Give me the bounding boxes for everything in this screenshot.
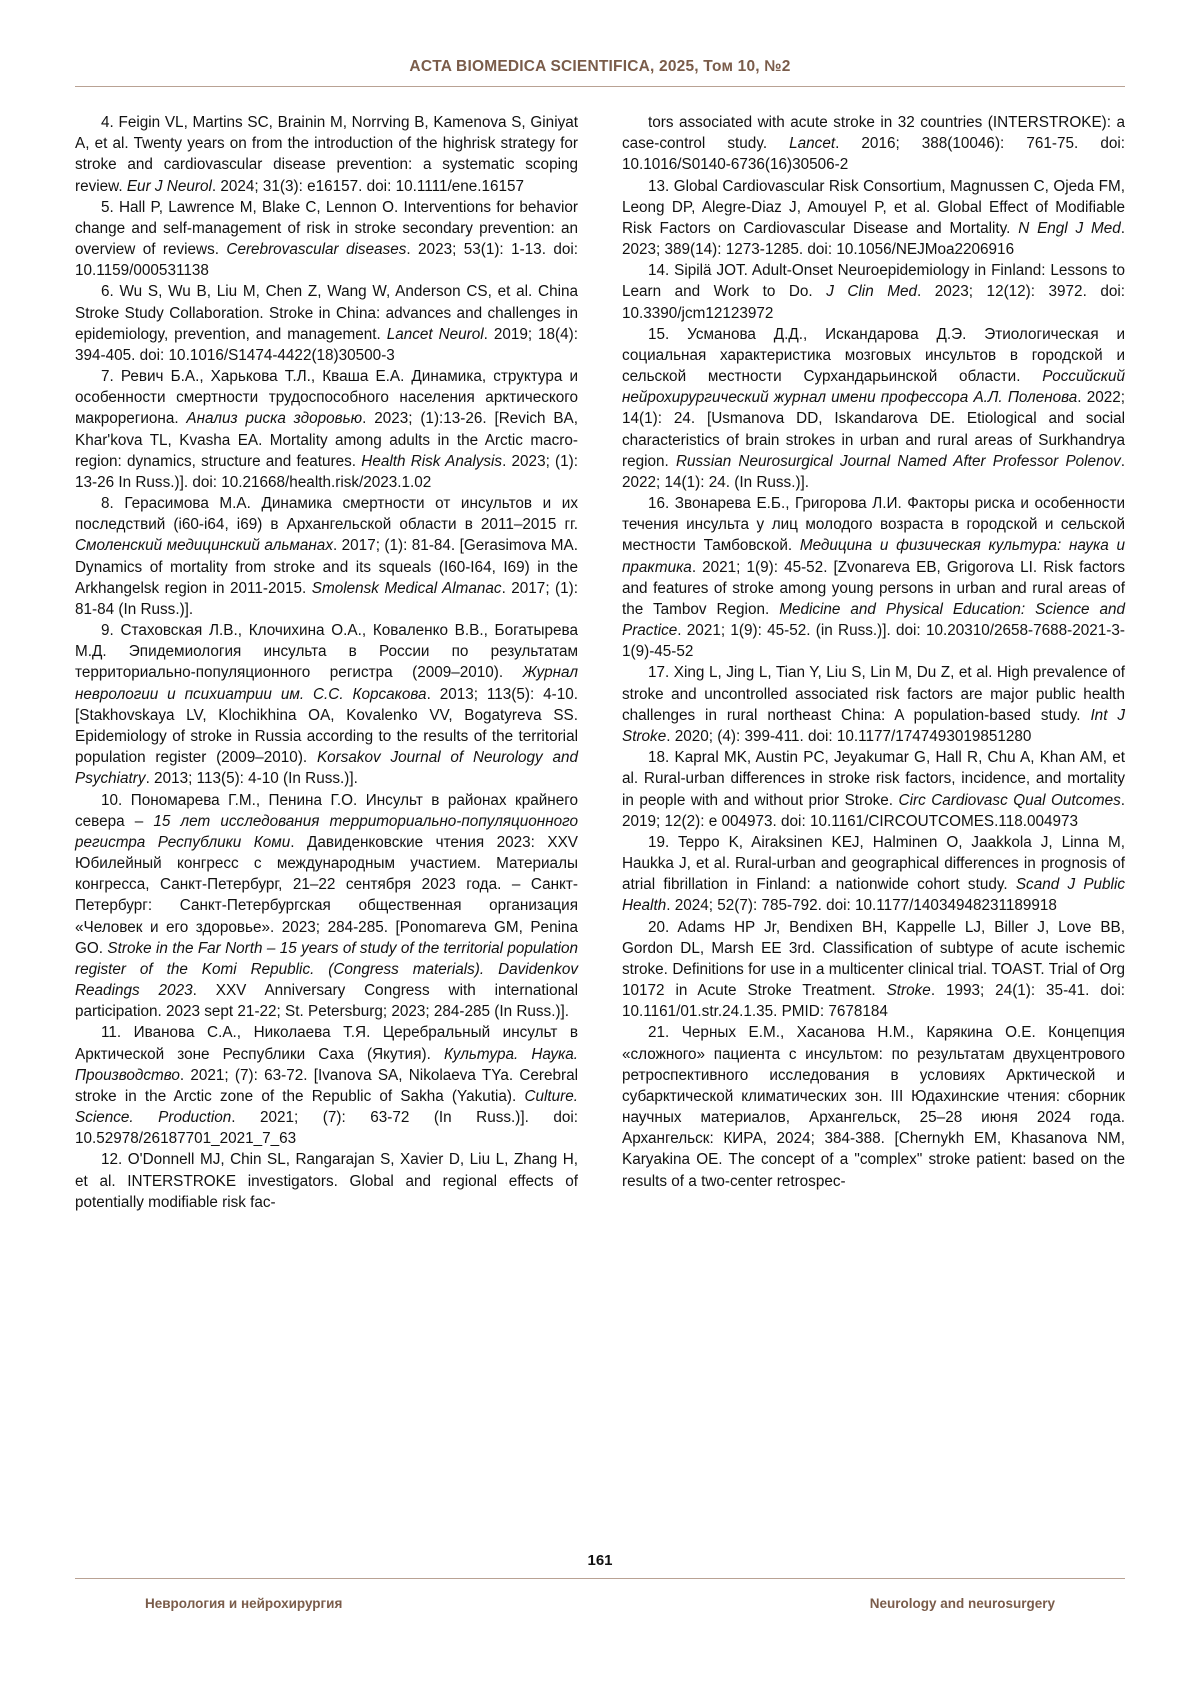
footer-section-en: Neurology and neurosurgery [869,1596,1055,1611]
reference-entry: 16. Звонарева Е.Б., Григорова Л.И. Факторы риска и особенности течения инсульта у лиц молодого возраста в городской и сельской местности Тамбовской. Медицина и физическая культура: наука и практика. 2021; 1(9): 45-52. [Zvonareva EB, Grigorova LI. Risk factors and features of stroke among young persons in urban and rural areas of the Tambov Region. Medicine and Physical Education: Science and Practice. 2021; 1(9): 45-52. (in Russ.)]. doi: 10.20310/2658-7688-2021-3-1(9)-45-52 [622,495,1125,661]
reference-entry: 8. Герасимова М.А. Динамика смертности от инсультов и их последствий (i60-i64, i69) в Архангельской области в 2011–2015 гг. Смоленский медицинский альманах. 2017; (1): 81-84. [Gerasimova MA. Dynamics of mortality from stroke and its squeals (I60-I64, I69) in the Arkhangelsk region in 2011-2015. Smolensk Medical Almanac. 2017; (1): 81-84 (In Russ.)]. [75,495,578,618]
reference-entry: 12. O'Donnell MJ, Chin SL, Rangarajan S, Xavier D, Liu L, Zhang H, et al. INTERSTROKE investigators. Global and regional effects of potentially modifiable risk fac- [75,1151,578,1211]
reference-entry: 18. Kapral MK, Austin PC, Jeyakumar G, Hall R, Chu A, Khan AM, et al. Rural-urban differences in stroke risk factors, incidence, and mortality in people with and without prior Stroke. Circ Cardiovasc Qual Outcomes. 2019; 12(2): e 004973. doi: 10.1161/CIRCOUTCOMES.118.004973 [622,749,1125,830]
reference-entry: 7. Ревич Б.А., Харькова Т.Л., Кваша Е.А. Динамика, структура и особенности смертности трудоспособного населения арктического макрорегиона. Анализ риска здоровью. 2023; (1):13-26. [Revich BA, Khar'kova TL, Kvasha EA. Mortality among adults in the Arctic macro-region: dynamics, structure and features. Health Risk Analysis. 2023; (1): 13-26 In Russ.)]. doi: 10.21668/health.risk/2023.1.02 [75,368,578,491]
reference-entry: 13. Global Cardiovascular Risk Consortium, Magnussen C, Ojeda FM, Leong DP, Alegre-Diaz J, Amouyel P, et al. Global Effect of Modifiable Risk Factors on Cardiovascular Disease and Mortality. N Engl J Med. 2023; 389(14): 1273-1285. doi: 10.1056/NEJMoa2206916 [622,177,1125,259]
reference-entry: tors associated with acute stroke in 32 countries (INTERSTROKE): a case-control study. Lancet. 2016; 388(10046): 761-75. doi: 10.1016/S0140-6736(16)30506-2 [622,114,1125,174]
reference-entry: 11. Иванова С.А., Николаева Т.Я. Церебральный инсульт в Арктической зоне Республики Саха (Якутия). Культура. Наука. Производство. 2021; (7): 63-72. [Ivanova SA, Nikolaeva TYa. Cerebral stroke in the Arctic zone of the Republic of Sakha (Yakutia). Culture. Science. Production. 2021; (7): 63-72 (In Russ.)]. doi: 10.52978/26187701_2021_7_63 [75,1024,578,1148]
header-divider [75,86,1125,87]
left-column [75,112,578,1537]
right-column [622,112,1125,1537]
page-footer [75,1596,1125,1611]
reference-entry: 17. Xing L, Jing L, Tian Y, Liu S, Lin M, Du Z, et al. High prevalence of stroke and uncontrolled associated risk factors are major public health challenges in rural northeast China: A population-based study. Int J Stroke. 2020; (4): 399-411. doi: 10.1177/1747493019851280 [622,664,1125,745]
reference-entry: 21. Черных Е.М., Хасанова Н.М., Карякина О.Е. Концепция «сложного» пациента с инсультом: по результатам двухцентрового ретроспективного исследования в условиях Арктической и субарктической климатических зон. III Юдахинские чтения: сборник научных материалов, Архангельск, 25–28 июня 2024 года. Архангельск: КИРА, 2024; 384-388. [Chernykh EM, Khasanova NM, Karyakina OE. The concept of a "complex" stroke patient: based on the results of a two-center retrospec- [622,1024,1125,1190]
reference-entry: 9. Стаховская Л.В., Клочихина О.А., Коваленко В.В., Богатырева М.Д. Эпидемиология инсульта в России по результатам территориально-популяционного регистра (2009–2010). Журнал неврологии и психиатрии им. С.С. Корсакова. 2013; 113(5): 4-10. [Stakhovskaya LV, Klochikhina OA, Kovalenko VV, Bogatyreva SS. Epidemiology of stroke in Russia according to the results of the territorial population register (2009–2010). Korsakov Journal of Neurology and Psychiatry. 2013; 113(5): 4-10 (In Russ.)]. [75,622,579,788]
page-number: 161 [587,1552,613,1569]
reference-entry: 6. Wu S, Wu B, Liu M, Chen Z, Wang W, Anderson CS, et al. China Stroke Study Collaboration. Stroke in China: advances and challenges in epidemiology, prevention, and management. Lancet Neurol. 2019; 18(4): 394-405. doi: 10.1016/S1474-4422(18)30500-3 [75,283,578,364]
reference-entry: 14. Sipilä JOT. Adult-Onset Neuroepidemiology in Finland: Lessons to Learn and Work to Do. J Clin Med. 2023; 12(12): 3972. doi: 10.3390/jcm12123972 [622,262,1125,322]
footer-section-ru: Неврология и нейрохирургия [145,1596,343,1611]
reference-entry: 20. Adams HP Jr, Bendixen BH, Kappelle LJ, Biller J, Love BB, Gordon DL, Marsh EE 3rd. Classification of subtype of acute ischemic stroke. Definitions for use in a multicenter clinical trial. TOAST. Trial of Org 10172 in Acute Stroke Treatment. Stroke. 1993; 24(1): 35-41. doi: 10.1161/01.str.24.1.35. PMID: 7678184 [622,918,1126,1021]
two-column-body [75,112,1125,1537]
reference-entry: 5. Hall P, Lawrence M, Blake C, Lennon O. Interventions for behavior change and self-management of risk in stroke secondary prevention: an overview of reviews. Cerebrovascular diseases. 2023; 53(1): 1-13. doi: 10.1159/000531138 [75,198,578,280]
reference-entry: 4. Feigin VL, Martins SC, Brainin M, Norrving B, Kamenova S, Giniyat A, et al. Twenty years on from the introduction of the highrisk strategy for stroke and cardiovascular disease prevention: a systematic scoping review. Eur J Neurol. 2024; 31(3): e16157. doi: 10.1111/ene.16157 [75,114,578,195]
reference-entry: 10. Пономарева Г.М., Пенина Г.О. Инсульт в районах крайнего севера – 15 лет исследования территориально-популяционного регистра Республики Коми. Давиденковские чтения 2023: XXV Юбилейный конгресс с международным участием. Материалы конгресса, Санкт-Петербург, 21–22 сентября 2023 года. – Санкт-Петербург: Санкт-Петербургская общественная организация «Человек и его здоровье». 2023; 284-285. [Ponomareva GM, Penina GO. Stroke in the Far North – 15 years of study of the territorial population register of the Komi Republic. (Congress materials). Davidenkov Readings 2023. XXV Anniversary Congress with international participation. 2023 sept 21-22; St. Petersburg; 2023; 284-285 (In Russ.)]. [75,791,579,1021]
running-head: ACTA BIOMEDICA SCIENTIFICA, 2025, Том 10, №2 [409,58,791,75]
reference-entry: 15. Усманова Д.Д., Искандарова Д.Э. Этиологическая и социальная характеристика мозговых инсультов в городской и сельской местности Сурхандарьинской области. Российский нейрохирургический журнал имени профессора А.Л. Поленова. 2022; 14(1): 24. [Usmanova DD, Iskandarova DE. Etiological and social characteristics of brain strokes in urban and rural areas of Surkhandrya region. Russian Neurosurgical Journal Named After Professor Polenov. 2022; 14(1): 24. (In Russ.)]. [622,325,1125,491]
reference-entry: 19. Teppo K, Airaksinen KEJ, Halminen O, Jaakkola J, Linna M, Haukka J, et al. Rural-urban and geographical differences in prognosis of atrial fibrillation in Finland: a nationwide cohort study. Scand J Public Health. 2024; 52(7): 785-792. doi: 10.1177/14034948231189918 [622,833,1126,915]
footer-divider [75,1578,1125,1579]
